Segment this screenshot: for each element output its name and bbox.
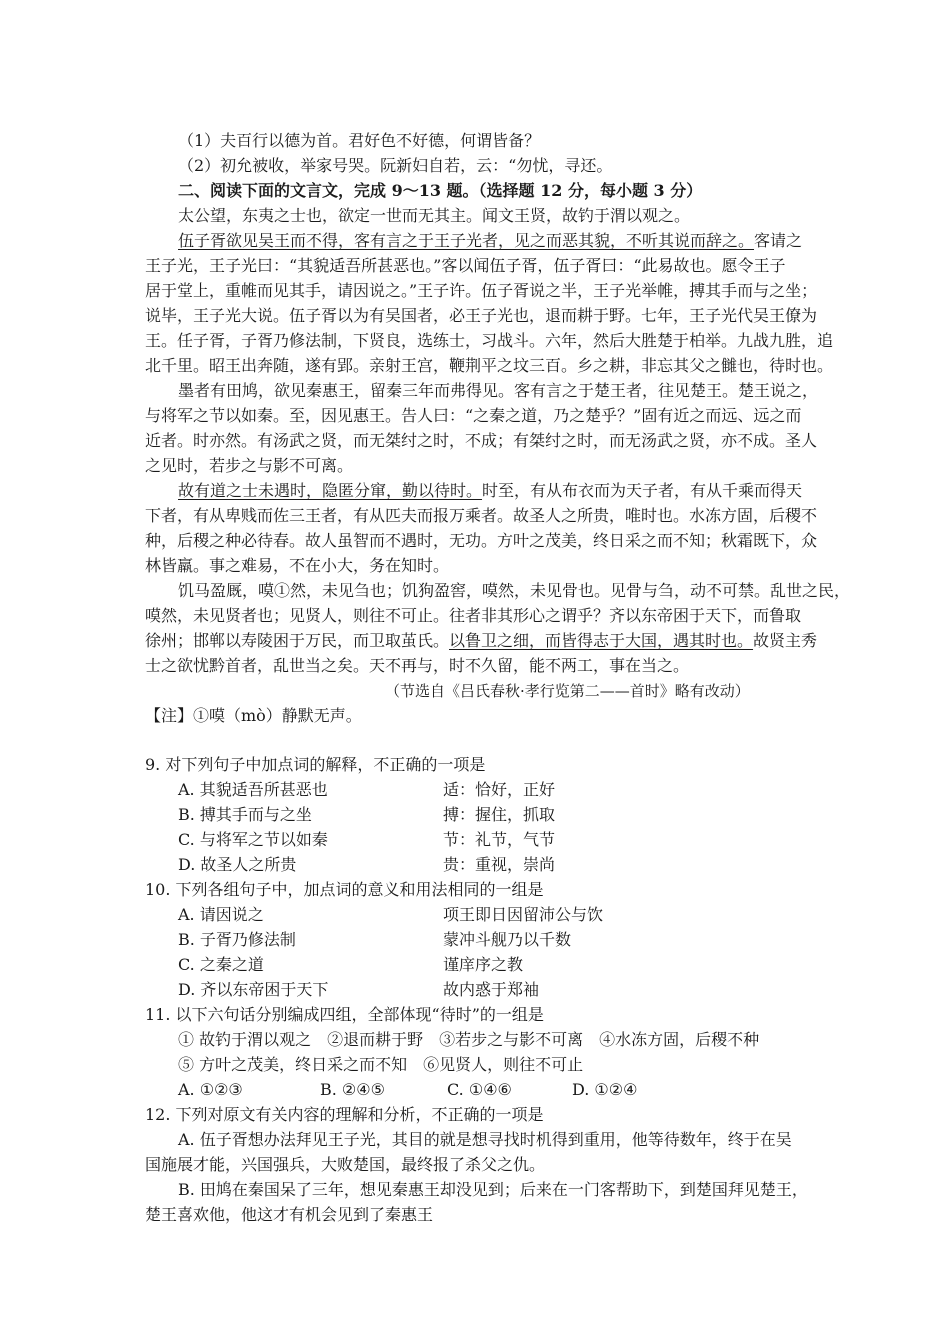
passage-p5-line2: 嗼然，未见贤者也；见贤人，则往不可止。往者非其形心之谓乎？齐以东帝困于天下，而鲁取 <box>145 606 802 625</box>
question-12-option-b-line2: 楚王喜欢他，他这才有机会见到了秦惠王 <box>145 1205 434 1224</box>
question-9-option-a: A. 其貌适吾所甚恶也 <box>178 780 328 799</box>
prev-item-2: （2）初允被收，举家号哭。阮新妇自若，云：“勿忧，寻还。 <box>178 156 613 175</box>
question-10-stem: 10. 下列各组句子中，加点词的意义和用法相同的一组是 <box>145 880 544 899</box>
question-11-choice-d: D. ①②④ <box>572 1080 638 1099</box>
question-9-option-b-gloss: 搏：握住，抓取 <box>443 805 556 824</box>
question-11-stem: 11. 以下六句话分别编成四组，全部体现“待时”的一组是 <box>145 1005 544 1024</box>
question-10-option-a: A. 请因说之 <box>178 905 264 924</box>
passage-p2-line1: 伍子胥欲见吴王而不得，客有言之于王子光者，见之而恶其貌，不听其说而辞之。客请之 <box>178 231 803 250</box>
passage-source: （节选自《吕氏春秋·孝行览第二——首时》略有改动） <box>385 682 750 700</box>
passage-p2-line5: 王。任子胥，子胥乃修法制，下贤良，选练士，习战斗。六年，然后大胜楚于柏举。九战九胜，追 <box>145 331 834 350</box>
question-10-option-b: B. 子胥乃修法制 <box>178 930 296 949</box>
question-9-option-b: B. 搏其手而与之坐 <box>178 805 312 824</box>
question-9-option-a-gloss: 适：恰好，正好 <box>443 780 556 799</box>
question-11-choice-c: C. ①④⑥ <box>447 1080 512 1099</box>
question-11-choice-a: A. ①②③ <box>178 1080 243 1099</box>
question-9-stem: 9. 对下列句子中加点词的解释，不正确的一项是 <box>145 755 486 774</box>
question-9-option-d: D. 故圣人之所贵 <box>178 855 297 874</box>
passage-p5-line4: 士之欲忧黔首者，乱世当之矣。天不再与，时不久留，能不两工，事在当之。 <box>145 656 690 675</box>
question-10-option-b-pair: 蒙冲斗舰乃以千数 <box>443 930 572 949</box>
question-9-option-d-gloss: 贵：重视，崇尚 <box>443 855 556 874</box>
prev-item-1: （1）夫百行以德为首。君好色不好德，何谓皆备？ <box>178 131 541 150</box>
section-heading: 二、阅读下面的文言文，完成 9～13 题。（选择题 12 分，每小题 3 分） <box>178 181 703 200</box>
passage-p3-line1: 墨者有田鸠，欲见秦惠王，留秦三年而弗得见。客有言之于楚王者，往见楚王。楚王说之， <box>178 381 819 400</box>
passage-p5-line3: 徐州；邯郸以寿陵困于万民，而卫取茧氏。以鲁卫之细，而皆得志于大国，遇其时也。故贤主秀 <box>145 631 818 650</box>
question-10-option-d: D. 齐以东帝困于天下 <box>178 980 329 999</box>
passage-p3-line4: 之见时，若步之与影不可离。 <box>145 456 354 475</box>
question-12-stem: 12. 下列对原文有关内容的理解和分析，不正确的一项是 <box>145 1105 544 1124</box>
underlined-sentence-1: 伍子胥欲见吴王而不得，客有言之于王子光者，见之而恶其貌，不听其说而辞之。 <box>178 231 755 250</box>
question-12-option-b-line1: B. 田鸠在秦国呆了三年，想见秦惠王却没见到；后来在一门客帮助下，到楚国拜见楚王， <box>178 1180 808 1199</box>
underlined-sentence-3: 以鲁卫之细，而皆得志于大国，遇其时也。 <box>449 631 754 650</box>
passage-p4-line1: 故有道之士未遇时，隐匿分窜，勤以待时。时至，有从布衣而为天子者，有从千乘而得天 <box>178 481 803 500</box>
question-11-choice-b: B. ②④⑤ <box>320 1080 385 1099</box>
question-11-sentences-1: ① 故钓于渭以观之 ②退而耕于野 ③若步之与影不可离 ④水冻方固，后稷不种 <box>178 1030 760 1049</box>
underlined-sentence-2: 故有道之士未遇时，隐匿分窜，勤以待时。 <box>178 481 483 500</box>
question-12-option-a-line2: 国施展才能，兴国强兵，大败楚国，最终报了杀父之仇。 <box>145 1155 546 1174</box>
passage-p2-line4: 说毕，王子光大说。伍子胥以为有吴国者，必王子光也，退而耕于野。七年，王子光代吴王僚为 <box>145 306 818 325</box>
question-10-option-c: C. 之秦之道 <box>178 955 264 974</box>
passage-p4-line4: 林皆羸。事之难易，不在小大，务在知时。 <box>145 556 450 575</box>
passage-note: 【注】①嗼（mò）静默无声。 <box>145 706 362 725</box>
passage-p4-line3: 种，后稷之种必待春。故人虽智而不遇时，无功。方叶之茂美，终日采之而不知；秋霜既下，众 <box>145 531 818 550</box>
passage-p3-line3: 近者。时亦然。有汤武之贤，而无桀纣之时，不成；有桀纣之时，而无汤武之贤，亦不成。圣人 <box>145 431 818 450</box>
passage-p2-line3: 居于堂上，重帷而见其手，请因说之。”王子许。伍子胥说之半，王子光举帷，搏其手而与之坐； <box>145 281 818 300</box>
question-10-option-a-pair: 项王即日因留沛公与饮 <box>443 905 604 924</box>
question-12-option-a-line1: A. 伍子胥想办法拜见王子光，其目的就是想寻找时机得到重用，他等待数年，终于在吴 <box>178 1130 792 1149</box>
passage-p5-line1: 饥马盈厩，嗼①然，未见刍也；饥狗盈窖，嗼然，未见骨也。见骨与刍，动不可禁。乱世之民， <box>178 581 851 600</box>
passage-p3-line2: 与将军之节以如秦。至，因见惠王。告人曰：“之秦之道，乃之楚乎？”固有近之而远、远之而 <box>145 406 802 425</box>
passage-p4-line2: 下者，有从卑贱而佐三王者，有从匹夫而报万乘者。故圣人之所贵，唯时也。水冻方固，后稷不 <box>145 506 818 525</box>
passage-p2-line6: 北千里。昭王出奔随，遂有郢。亲射王宫，鞭荆平之坟三百。乡之耕，非忘其父之雠也，待时也。 <box>145 356 834 375</box>
question-9-option-c: C. 与将军之节以如秦 <box>178 830 328 849</box>
passage-p2-line2: 王子光，王子光曰：“其貌适吾所甚恶也。”客以闻伍子胥，伍子胥曰：“此易故也。愿令王子 <box>145 256 786 275</box>
question-9-option-c-gloss: 节：礼节，气节 <box>443 830 556 849</box>
question-11-sentences-2: ⑤ 方叶之茂美，终日采之而不知 ⑥见贤人，则往不可止 <box>178 1055 584 1074</box>
passage-p1: 太公望，东夷之士也，欲定一世而无其主。闻文王贤，故钓于渭以观之。 <box>178 206 691 225</box>
question-10-option-d-pair: 故内惑于郑袖 <box>443 980 540 999</box>
question-10-option-c-pair: 谨庠序之教 <box>443 955 524 974</box>
